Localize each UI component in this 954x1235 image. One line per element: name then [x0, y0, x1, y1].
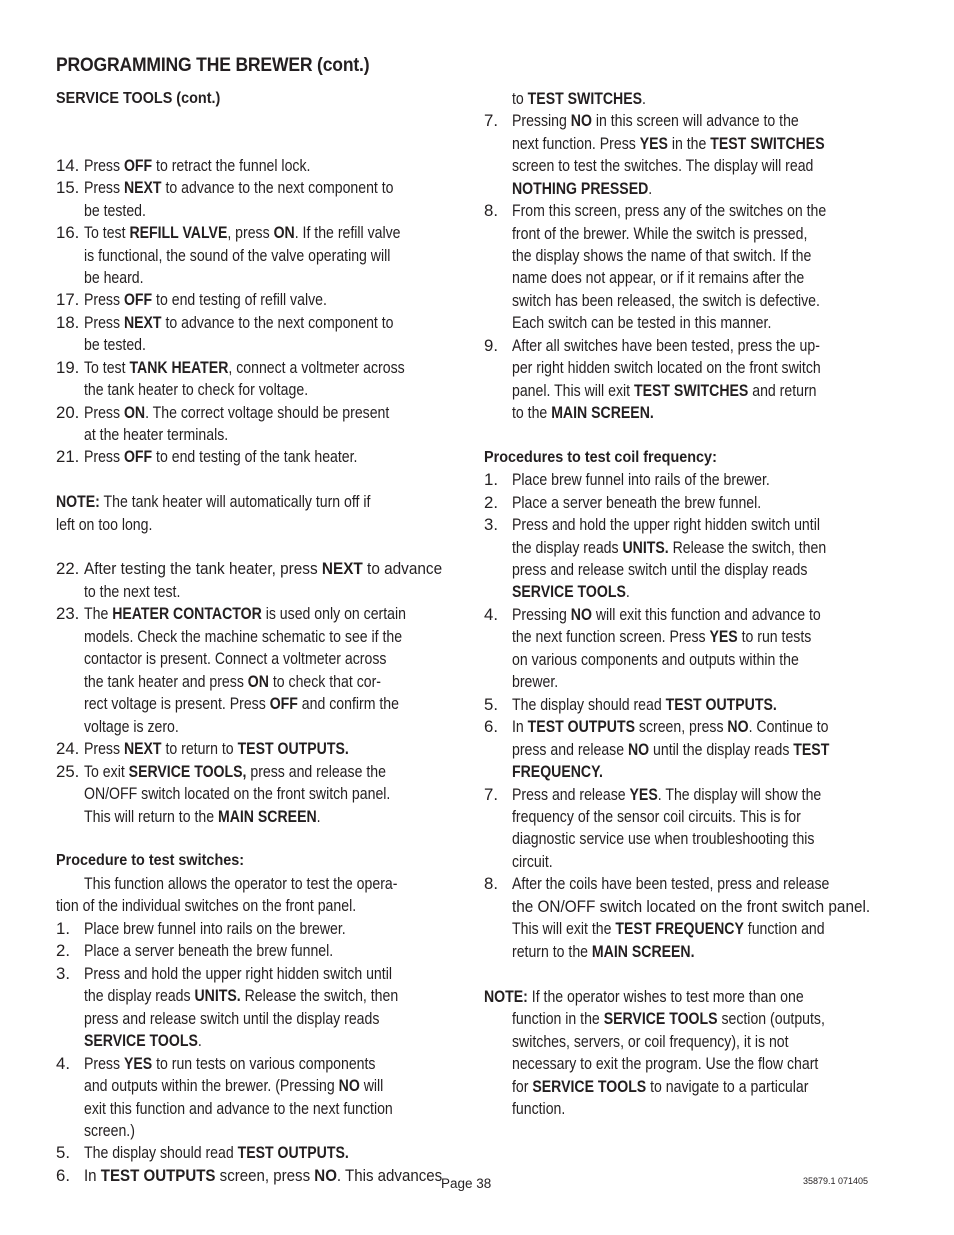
step-number: 7. — [484, 785, 498, 804]
text-run: If the operator wishes to test more than one — [527, 987, 804, 1006]
text-run: return to the — [512, 942, 592, 961]
bold-term: REFILL VALVE — [129, 223, 228, 242]
text-run: to the next test. — [84, 582, 181, 601]
text-run: Press — [84, 447, 124, 466]
text-run: Release the switch, then — [240, 986, 399, 1005]
text-run: This will exit the — [512, 919, 616, 938]
bold-term: ON — [247, 672, 269, 691]
step-number: 15. — [56, 178, 80, 197]
text-run: . — [316, 807, 321, 826]
line-text — [84, 1142, 349, 1164]
step-number: 1. — [56, 919, 70, 938]
text-run: and outputs within the brewer. (Pressing — [84, 1076, 339, 1095]
line-text — [512, 290, 820, 312]
line-text — [84, 402, 389, 424]
step-number: 8. — [484, 874, 498, 893]
line-text — [84, 1008, 379, 1030]
text-run: From this screen, press any of the switches on the — [512, 201, 827, 220]
line-text — [512, 941, 695, 963]
text-run: per right hidden switch located on the front switch — [512, 358, 821, 377]
bold-term: NO — [570, 111, 592, 130]
line-text — [512, 784, 821, 806]
text-run: Place brew funnel into rails of the brewer. — [512, 470, 770, 489]
bold-term: TEST OUTPUTS. — [237, 1143, 349, 1162]
bold-term: TEST SWITCHES — [633, 381, 749, 400]
bold-term: NO — [314, 1166, 337, 1185]
bold-term: OFF — [123, 447, 153, 466]
line-text — [84, 1075, 383, 1097]
step-number: 8. — [484, 201, 498, 220]
text-run: is used only on certain — [261, 604, 406, 623]
text-run: circuit. — [512, 852, 553, 871]
step-number: 17. — [56, 290, 80, 309]
line-text — [512, 335, 820, 357]
line-text — [512, 918, 825, 940]
line-text — [84, 716, 179, 738]
text-run: exit this function and advance to the next function — [84, 1099, 393, 1118]
text-run: Press — [84, 178, 124, 197]
bold-term: NO — [338, 1076, 360, 1095]
text-run: in this screen will advance to the — [591, 111, 799, 130]
text-run: rect voltage is present. Press — [84, 694, 270, 713]
text-run: next function. Press — [512, 134, 640, 153]
text-run: for — [512, 1077, 533, 1096]
text-run: panel. This will exit — [512, 381, 634, 400]
text-run: In — [84, 1166, 101, 1185]
line-text — [512, 200, 826, 222]
line-text — [512, 380, 817, 402]
text-run: Press and hold the upper right hidden switch until — [512, 515, 820, 534]
text-run: the display reads — [84, 986, 195, 1005]
text-run: The display should read — [84, 1143, 238, 1162]
text-run: the next function screen. Press — [512, 627, 710, 646]
line-text — [512, 155, 813, 177]
text-run: , connect a voltmeter across — [228, 358, 405, 377]
line-text — [512, 626, 811, 648]
line-text — [84, 603, 406, 625]
line-text — [512, 88, 646, 110]
step-number: 24. — [56, 739, 80, 758]
text-run: to advance to the next component to — [161, 313, 394, 332]
text-run: contactor is present. Connect a voltmeter across — [84, 649, 387, 668]
text-run: . Continue to — [748, 717, 829, 736]
text-run: voltage is zero. — [84, 717, 179, 736]
step-number: 16. — [56, 223, 80, 242]
text-run: be heard. — [84, 268, 144, 287]
step-number: 18. — [56, 313, 80, 332]
text-run: Place brew funnel into rails on the brewer. — [84, 919, 346, 938]
text-run: press and release the — [246, 762, 386, 781]
procedure-heading — [484, 447, 743, 469]
text-run: function and — [743, 919, 825, 938]
line-text — [512, 537, 826, 559]
line-text — [512, 245, 811, 267]
line-text — [84, 783, 390, 805]
text-run: at the heater terminals. — [84, 425, 229, 444]
line-text — [84, 918, 346, 940]
line-text — [84, 581, 180, 603]
line-text — [84, 379, 308, 401]
text-run: name does not appear, or if it remains after the — [512, 268, 805, 287]
text-run: Place a server beneath the brew funnel. — [84, 941, 334, 960]
text-run: screen, press — [215, 1166, 315, 1185]
line-text — [512, 739, 829, 761]
line-text — [512, 1008, 825, 1030]
line-text — [512, 492, 761, 514]
line-text — [84, 648, 386, 670]
text-run: press and release — [512, 740, 628, 759]
text-run: to end testing of refill valve. — [152, 290, 327, 309]
text-run: switch has been released, the switch is defective. — [512, 291, 820, 310]
bold-term: MAIN SCREEN. — [591, 942, 695, 961]
line-text — [512, 402, 654, 424]
text-run: the ON/OFF switch located on the front switch panel. — [512, 897, 871, 916]
line-text — [84, 155, 310, 177]
document-code: 35879.1 071405 — [803, 1176, 869, 1186]
line-text — [84, 693, 399, 715]
line-text — [84, 626, 402, 648]
line-text — [512, 1053, 818, 1075]
text-run: Pressing — [512, 111, 571, 130]
page-title: PROGRAMMING THE BREWER (cont.) — [56, 54, 370, 76]
step-number: 4. — [56, 1054, 70, 1073]
line-text — [84, 806, 321, 828]
line-text — [512, 694, 777, 716]
text-run: to the — [512, 403, 552, 422]
bold-term: OFF — [269, 694, 298, 713]
text-run: Press — [84, 1054, 124, 1073]
step-number: 9. — [484, 336, 498, 355]
line-text — [512, 178, 652, 200]
line-text — [512, 851, 553, 873]
bold-term: YES — [629, 785, 658, 804]
bold-term: SERVICE TOOLS, — [128, 762, 247, 781]
text-run: and return — [748, 381, 817, 400]
line-text — [56, 850, 244, 872]
line-text — [84, 357, 405, 379]
bold-term: TEST OUTPUTS — [527, 717, 635, 736]
line-text — [512, 806, 801, 828]
line-text — [512, 649, 799, 671]
text-run: is functional, the sound of the valve operating will — [84, 246, 391, 265]
step-number: 7. — [484, 111, 498, 130]
bold-term: NEXT — [123, 313, 162, 332]
line-text — [84, 424, 228, 446]
line-text — [84, 200, 146, 222]
step-number: 14. — [56, 156, 80, 175]
text-run: . — [197, 1031, 202, 1050]
text-run: necessary to exit the program. Use the flow chart — [512, 1054, 819, 1073]
text-run: . If the refill valve — [294, 223, 401, 242]
text-run: to run tests — [737, 627, 812, 646]
bold-term: TEST OUTPUTS — [100, 1166, 216, 1185]
text-run: . — [642, 89, 646, 108]
text-run: to — [512, 89, 528, 108]
text-run: to check that cor- — [268, 672, 381, 691]
line-text — [484, 986, 804, 1008]
text-run: to advance to the next component to — [161, 178, 394, 197]
bold-term: TEST FREQUENCY — [615, 919, 744, 938]
text-run: screen, press — [634, 717, 728, 736]
bold-term: NEXT — [123, 178, 162, 197]
text-run: will exit this function and advance to — [591, 605, 821, 624]
text-run: screen.) — [84, 1121, 135, 1140]
text-run: Place a server beneath the brew funnel. — [512, 493, 762, 512]
step-number: 25. — [56, 762, 80, 781]
bold-term: NO — [570, 605, 592, 624]
text-run: After the coils have been tested, press and release — [512, 874, 830, 893]
line-text — [84, 222, 400, 244]
line-text — [84, 1053, 375, 1075]
text-run: Pressing — [512, 605, 571, 624]
bold-term: YES — [123, 1054, 153, 1073]
bold-term: NOTE: — [56, 492, 100, 511]
step-number: 6. — [484, 717, 498, 736]
step-number: 21. — [56, 447, 80, 466]
step-number: 23. — [56, 604, 80, 623]
bold-term: NOTHING PRESSED — [512, 179, 649, 198]
text-run: ON/OFF switch located on the front switch panel. — [84, 784, 391, 803]
line-text — [84, 245, 390, 267]
line-text — [84, 446, 357, 468]
line-text — [84, 1098, 393, 1120]
bold-term: ON — [273, 223, 295, 242]
line-text — [84, 1120, 135, 1142]
bold-term: NEXT — [321, 559, 363, 578]
text-run: After all switches have been tested, press the up- — [512, 336, 820, 355]
bold-term: SERVICE TOOLS — [84, 1031, 198, 1050]
line-text — [512, 896, 870, 918]
section-heading: SERVICE TOOLS (cont.) — [56, 90, 221, 107]
bold-term: SERVICE TOOLS — [603, 1009, 718, 1028]
text-run: models. Check the machine schematic to see if the — [84, 627, 403, 646]
bold-term: TEST OUTPUTS. — [665, 695, 777, 714]
text-run: and confirm the — [297, 694, 399, 713]
step-number: 6. — [56, 1166, 70, 1185]
step-number: 22. — [56, 559, 80, 578]
text-run: To test — [84, 223, 130, 242]
text-run: . — [648, 179, 653, 198]
text-run: function. — [512, 1099, 566, 1118]
line-text — [512, 1076, 808, 1098]
text-run: Press and release — [512, 785, 630, 804]
text-run: Press — [84, 156, 124, 175]
text-run: on various components and outputs within the — [512, 650, 799, 669]
text-run: to run tests on various components — [152, 1054, 376, 1073]
step-number: 4. — [484, 605, 498, 624]
text-run: frequency of the sensor coil circuits. This is for — [512, 807, 801, 826]
bold-term: Procedures to test coil frequency: — [484, 449, 717, 466]
text-run: Press — [84, 403, 124, 422]
bold-term: TEST OUTPUTS. — [237, 739, 349, 758]
step-number: 19. — [56, 358, 80, 377]
text-run: To test — [84, 358, 130, 377]
line-text — [84, 671, 381, 693]
line-text — [512, 357, 821, 379]
line-text — [512, 828, 814, 850]
text-run: diagnostic service use when troubleshooting this — [512, 829, 815, 848]
step-number: 2. — [484, 493, 498, 512]
bold-term: Procedure to test switches: — [56, 852, 245, 869]
line-text — [512, 312, 771, 334]
bold-term: NEXT — [123, 739, 162, 758]
line-text — [84, 963, 392, 985]
text-run: . This advances — [336, 1166, 443, 1185]
line-text — [512, 873, 829, 895]
step-number: 20. — [56, 403, 80, 422]
bold-term: TANK HEATER — [129, 358, 229, 377]
text-run: This will return to the — [84, 807, 218, 826]
bold-term: YES — [709, 627, 738, 646]
line-text — [84, 289, 327, 311]
text-run: to navigate to a particular — [646, 1077, 809, 1096]
line-text — [84, 873, 397, 895]
bold-term: OFF — [123, 290, 153, 309]
text-run: to return to — [161, 739, 238, 758]
text-run: will — [359, 1076, 384, 1095]
bold-term: OFF — [123, 156, 153, 175]
bold-term: UNITS. — [194, 986, 241, 1005]
bold-term: YES — [639, 134, 668, 153]
line-text — [512, 514, 820, 536]
text-run: Press and hold the upper right hidden switch until — [84, 964, 392, 983]
line-text — [84, 761, 386, 783]
text-run: After testing the tank heater, press — [84, 559, 322, 578]
text-run: in the — [667, 134, 711, 153]
line-text — [512, 581, 630, 603]
text-run: the tank heater and press — [84, 672, 248, 691]
bold-term: SERVICE TOOLS — [512, 582, 626, 601]
bold-term: SERVICE TOOLS — [532, 1077, 647, 1096]
text-run: screen to test the switches. The display will read — [512, 156, 814, 175]
line-text — [512, 133, 825, 155]
line-text — [84, 940, 333, 962]
text-run: be tested. — [84, 201, 146, 220]
line-text — [56, 491, 370, 513]
line-text — [512, 267, 804, 289]
bold-term: NO — [627, 740, 650, 759]
bold-term: NOTE: — [484, 987, 528, 1006]
line-text — [84, 312, 394, 334]
text-run: Each switch can be tested in this manner. — [512, 313, 772, 332]
bold-term: TEST — [793, 740, 830, 759]
line-text — [512, 223, 807, 245]
line-text — [56, 514, 152, 536]
text-run: the display reads — [512, 538, 623, 557]
line-text — [84, 558, 442, 580]
line-text — [56, 895, 356, 917]
line-text — [512, 761, 603, 783]
bold-term: NO — [727, 717, 749, 736]
bold-term: HEATER CONTACTOR — [112, 604, 262, 623]
text-run: Release the switch, then — [668, 538, 827, 557]
text-run: This function allows the operator to test the opera- — [84, 874, 398, 893]
page-number: Page 38 — [441, 1176, 492, 1191]
line-text — [512, 1098, 565, 1120]
procedure-heading — [56, 850, 265, 872]
step-number: 1. — [484, 470, 498, 489]
line-text — [512, 1031, 789, 1053]
line-text — [512, 604, 821, 626]
text-run: tion of the individual switches on the front panel. — [56, 896, 357, 915]
text-run: Press — [84, 290, 124, 309]
bold-term: MAIN SCREEN — [217, 807, 317, 826]
line-text — [84, 1030, 202, 1052]
text-run: Press — [84, 739, 124, 758]
bold-term: TEST SWITCHES — [527, 89, 643, 108]
text-run: In — [512, 717, 528, 736]
text-run: The display should read — [512, 695, 666, 714]
line-text — [512, 110, 799, 132]
step-number: 5. — [56, 1143, 70, 1162]
text-run: be tested. — [84, 335, 146, 354]
line-text — [84, 738, 349, 760]
text-run: switches, servers, or coil frequency), it is not — [512, 1032, 789, 1051]
text-run: until the display reads — [649, 740, 794, 759]
bold-term: FREQUENCY. — [512, 762, 603, 781]
text-run: function in the — [512, 1009, 604, 1028]
text-run: , press — [227, 223, 274, 242]
line-text — [512, 469, 770, 491]
step-number: 3. — [56, 964, 70, 983]
text-run: . The display will show the — [657, 785, 822, 804]
text-run: brewer. — [512, 672, 559, 691]
bold-term: MAIN SCREEN. — [551, 403, 654, 422]
line-text — [84, 334, 146, 356]
text-run: The tank heater will automatically turn off if — [99, 492, 371, 511]
text-run: the display shows the name of that switch. If the — [512, 246, 812, 265]
text-run: to retract the funnel lock. — [152, 156, 311, 175]
step-number: 3. — [484, 515, 498, 534]
line-text — [512, 716, 829, 738]
step-number: 5. — [484, 695, 498, 714]
text-run: to advance — [362, 559, 443, 578]
text-run: front of the brewer. While the switch is pressed, — [512, 224, 808, 243]
line-text — [84, 267, 144, 289]
line-text — [512, 671, 558, 693]
bold-term: UNITS. — [622, 538, 669, 557]
bold-term: ON — [123, 403, 146, 422]
line-text — [84, 1165, 442, 1187]
text-run: . — [625, 582, 630, 601]
line-text — [84, 177, 394, 199]
text-run: press and release switch until the display reads — [512, 560, 808, 579]
text-run: section (outputs, — [717, 1009, 825, 1028]
bold-term: TEST SWITCHES — [710, 134, 825, 153]
step-number: 2. — [56, 941, 70, 960]
text-run: press and release switch until the display reads — [84, 1009, 380, 1028]
text-run: . The correct voltage should be present — [145, 403, 390, 422]
line-text — [484, 447, 717, 469]
text-run: the tank heater to check for voltage. — [84, 380, 309, 399]
text-run: To exit — [84, 762, 129, 781]
text-run: The — [84, 604, 113, 623]
text-run: left on too long. — [56, 515, 153, 534]
line-text — [84, 985, 398, 1007]
line-text — [512, 559, 807, 581]
text-run: Press — [84, 313, 124, 332]
text-run: to end testing of the tank heater. — [152, 447, 358, 466]
